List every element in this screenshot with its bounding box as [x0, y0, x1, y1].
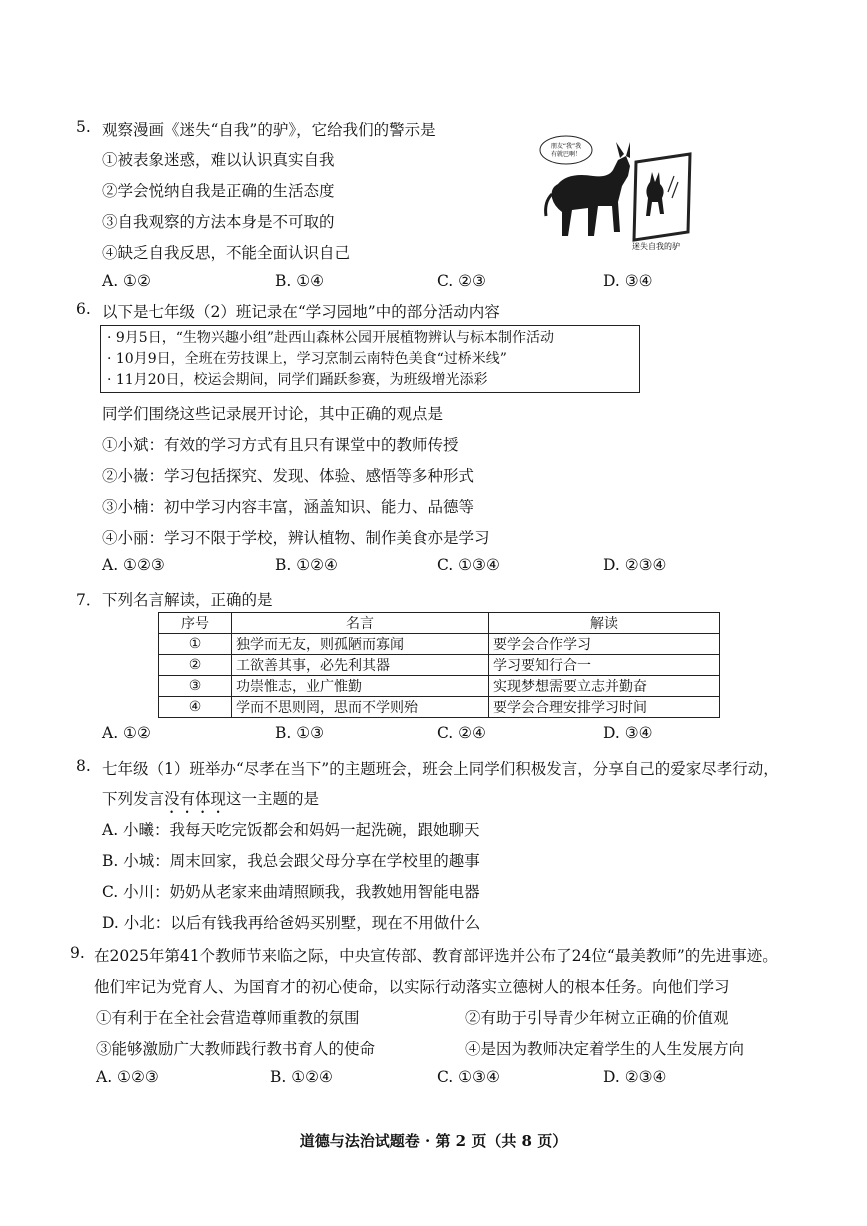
q5-option-b: B. ①④	[275, 272, 325, 290]
q7-option-a: A. ①②	[102, 724, 151, 742]
q6-item-2: ②小嶶：学习包括探究、发现、体验、感悟等多种形式	[102, 467, 475, 485]
row-quote: 学而不思则罔，思而不学则殆	[232, 697, 489, 718]
row-interpretation: 实现梦想需要立志并勤奋	[489, 676, 720, 697]
table-row	[159, 634, 720, 655]
comic-bubble-text-1: 朋友“我”我	[550, 143, 582, 150]
q5-option-d: D. ③④	[603, 272, 653, 290]
q6-stem: 以下是七年级（2）班记录在“学习园地”中的部分活动内容	[102, 303, 500, 321]
q5-item-4: ④缺乏自我反思，不能全面认识自己	[102, 244, 351, 262]
row-index: ①	[159, 634, 232, 655]
q8-option-c: C. 小川：奶奶从老家来曲靖照顾我，我教她用智能电器	[102, 883, 480, 901]
row-quote: 工欲善其事，必先利其器	[232, 655, 489, 676]
q6-number: 6.	[76, 300, 91, 318]
q6-item-3: ③小楠：初中学习内容丰富，涵盖知识、能力、品德等	[102, 498, 475, 516]
q6-item-4: ④小丽：学习不限于学校，辨认植物、制作美食亦是学习	[102, 529, 490, 547]
q7-option-b: B. ①③	[275, 724, 325, 742]
q9-item-4: ④是因为教师决定着学生的人生发展方向	[465, 1040, 745, 1058]
donkey-comic-image	[538, 132, 698, 252]
q9-stem: 在2025年第41个教师节来临之际，中央宣传部、教育部评选并公布了24位“最美教师”的先进事迹。	[94, 947, 778, 965]
q9-stem-line-2: 他们牢记为党育人、为国育才的初心使命，以实际行动落实立德树人的根本任务。向他们学习	[94, 978, 730, 996]
page-footer: 道德与法治试题卷 · 第 2 页（共 8 页）	[299, 1132, 568, 1150]
q6-box-line-1: · 9月5日，“生物兴趣小组”赴西山森林公园开展植物辨认与标本制作活动	[107, 330, 555, 346]
q8-stem-2a: 下列发言	[102, 790, 165, 808]
q9-option-a: A. ①②③	[96, 1068, 159, 1086]
q6-option-b: B. ①②④	[275, 556, 338, 574]
q5-number: 5.	[76, 118, 91, 136]
q9-item-3: ③能够激励广大教师践行教书育人的使命	[96, 1040, 376, 1058]
q8-option-a: A. 小曦：我每天吃完饭都会和妈妈一起洗碗，跟她聊天	[102, 821, 480, 839]
q6-box-line-2: · 10月9日，全班在劳技课上，学习烹制云南特色美食“过桥米线”	[107, 351, 507, 367]
header-quote: 名言	[232, 613, 489, 634]
row-quote: 功崇惟志，业广惟勤	[232, 676, 489, 697]
q5-item-3: ③自我观察的方法本身是不可取的	[102, 213, 335, 231]
table-row	[159, 697, 720, 718]
comic-caption: 迷失自我的驴	[632, 242, 680, 251]
table-row	[159, 676, 720, 697]
q6-option-d: D. ②③④	[603, 556, 667, 574]
q9-option-b: B. ①②④	[270, 1068, 333, 1086]
q6-option-a: A. ①②③	[102, 556, 165, 574]
table-row	[159, 655, 720, 676]
q5-option-a: A. ①②	[102, 272, 151, 290]
row-index: ③	[159, 676, 232, 697]
quotes-table	[158, 612, 720, 718]
q5-item-1: ①被表象迷惑，难以认识真实自我	[102, 151, 335, 169]
q8-option-b: B. 小城：周末回家，我总会跟父母分享在学校里的趣事	[102, 852, 480, 870]
q6-item-1: ①小斌：有效的学习方式有且只有课堂中的教师传授	[102, 436, 459, 454]
q9-number: 9.	[70, 944, 85, 962]
row-index: ②	[159, 655, 232, 676]
q5-stem: 观察漫画《迷失“自我”的驴》，它给我们的警示是	[102, 121, 436, 139]
q8-number: 8.	[76, 757, 91, 775]
header-index: 序号	[159, 613, 232, 634]
q7-option-d: D. ③④	[603, 724, 653, 742]
row-index: ④	[159, 697, 232, 718]
q5-item-2: ②学会悦纳自我是正确的生活态度	[102, 182, 335, 200]
q9-option-c: C. ①③④	[437, 1068, 500, 1086]
q6-activity-box	[100, 325, 640, 393]
q9-option-d: D. ②③④	[603, 1068, 667, 1086]
q7-number: 7．	[76, 591, 102, 609]
q8-stem-2c: 这一主题的是	[226, 790, 320, 808]
q8-option-d: D. 小北：以后有钱我再给爸妈买别墅，现在不用做什么	[102, 914, 481, 932]
q7-option-c: C. ②④	[437, 724, 486, 742]
q8-stem-emphasis: 没有体现	[164, 790, 227, 808]
row-interpretation: 要学会合作学习	[489, 634, 720, 655]
row-interpretation: 要学会合理安排学习时间	[489, 697, 720, 718]
header-interpretation: 解读	[489, 613, 720, 634]
q6-option-c: C. ①③④	[437, 556, 500, 574]
q6-box-line-3: · 11月20日，校运会期间，同学们踊跃参赛，为班级增光添彩	[107, 372, 488, 388]
q9-item-1: ①有利于在全社会营造尊师重教的氛围	[96, 1009, 360, 1027]
row-quote: 独学而无友，则孤陋而寡闻	[232, 634, 489, 655]
q6-prompt: 同学们围绕这些记录展开讨论，其中正确的观点是	[102, 405, 444, 423]
comic-bubble-text-2: 有就巴啊！	[550, 151, 582, 158]
q8-stem: 七年级（1）班举办“尽孝在当下”的主题班会，班会上同学们积极发言，分享自己的爱家尽孝行动，	[102, 760, 779, 778]
row-interpretation: 学习要知行合一	[489, 655, 720, 676]
q5-option-c: C. ②③	[437, 272, 486, 290]
q9-item-2: ②有助于引导青少年树立正确的价值观	[465, 1009, 729, 1027]
q7-stem: 下列名言解读，正确的是	[102, 591, 273, 609]
q8-stem-line-2	[102, 787, 319, 817]
table-header-row	[159, 613, 720, 634]
